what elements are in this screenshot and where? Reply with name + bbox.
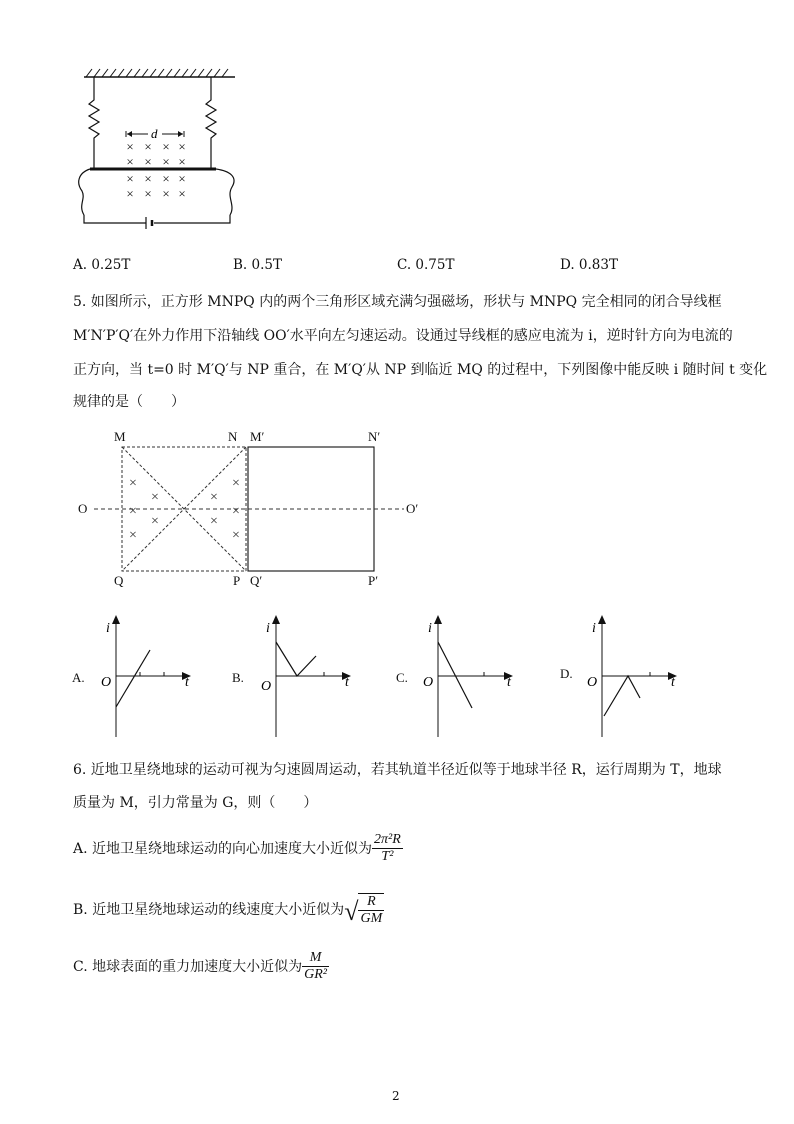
svg-text:×: × [210, 490, 218, 505]
label-P: P [233, 573, 241, 588]
graph-b-option: B. [232, 670, 244, 685]
label-O-prime: O′ [406, 501, 419, 516]
q6-option-c-denominator: GR² [304, 967, 327, 982]
svg-text:×: × [129, 528, 137, 543]
svg-text:×: × [232, 528, 240, 543]
q6-option-b-numerator: R [358, 894, 384, 911]
q6-option-c-numerator: M [302, 950, 329, 967]
label-N: N [228, 429, 238, 444]
q6-option-b-text: B. 近地卫星绕地球运动的线速度大小近似为 [73, 902, 345, 918]
svg-text:×: × [162, 154, 170, 169]
q5-line-2: M′N′P′Q′在外力作用下沿轴线 OO′水平向左匀速运动。设通过导线框的感应电流为 i，逆时针方向为电流的 [73, 328, 733, 344]
q6-option-a-denominator: T² [381, 849, 394, 864]
svg-text:×: × [178, 139, 186, 154]
label-P-prime: P′ [368, 573, 379, 588]
q4-option-b: B. 0.5T [233, 257, 282, 273]
svg-text:×: × [126, 139, 134, 154]
q5-graph-b [230, 612, 360, 742]
svg-text:×: × [144, 186, 152, 201]
q6-option-a-numerator: 2π²R [374, 832, 401, 847]
svg-text:×: × [178, 186, 186, 201]
svg-text:×: × [151, 514, 159, 529]
svg-text:×: × [144, 139, 152, 154]
q6-option-c [73, 950, 329, 983]
q4-label-d: d [151, 126, 158, 141]
svg-text:×: × [144, 154, 152, 169]
page-number: 2 [392, 1089, 400, 1103]
svg-text:×: × [232, 476, 240, 491]
label-O: O [78, 501, 88, 516]
q5-figure [70, 425, 440, 595]
q4-figure [70, 65, 250, 235]
sqrt-symbol: √ [344, 897, 359, 926]
q5-graph-a [70, 612, 200, 742]
svg-text:×: × [162, 139, 170, 154]
graph-c-O: O [423, 675, 434, 690]
graph-c-i: i [428, 621, 432, 636]
svg-text:×: × [151, 490, 159, 505]
q6-option-a-text: A. 近地卫星绕地球运动的向心加速度大小近似为 [73, 840, 373, 857]
label-N-prime: N′ [368, 429, 381, 444]
graph-d-i: i [592, 621, 596, 636]
svg-text:×: × [162, 171, 170, 186]
q5-line-3: 正方向，当 t=0 时 M′Q′与 NP 重合，在 M′Q′从 NP 到临近 MQ 的过程中，下列图像中能反映 i 随时间 t 变化 [73, 362, 768, 378]
q6-option-c-text: C. 地球表面的重力加速度大小近似为 [73, 958, 303, 975]
graph-b-O: O [261, 679, 272, 694]
svg-text:×: × [126, 171, 134, 186]
svg-text:×: × [162, 186, 170, 201]
label-Q: Q [114, 573, 124, 588]
q5-graph-d [556, 612, 686, 742]
q6-option-a [73, 832, 403, 865]
graph-b-i: i [266, 621, 270, 636]
q6-line-2: 质量为 M，引力常量为 G，则（ ） [73, 795, 318, 811]
svg-text:×: × [126, 186, 134, 201]
svg-text:×: × [178, 154, 186, 169]
graph-d-t: t [671, 675, 675, 690]
q5-line-1: 5. 如图所示，正方形 MNPQ 内的两个三角形区域充满匀强磁场，形状与 MNPQ 完全相同的闭合导线框 [73, 294, 722, 310]
graph-d-option: D. [560, 666, 573, 681]
q6-option-b-sqrt [344, 893, 384, 927]
svg-text:×: × [144, 171, 152, 186]
q6-line-1: 6. 近地卫星绕地球的运动可视为匀速圆周运动，若其轨道半径近似等于地球半径 R，运行周期为 T，地球 [73, 762, 722, 778]
svg-text:×: × [178, 171, 186, 186]
label-Q-prime: Q′ [250, 573, 263, 588]
q5-line-4: 规律的是（ ） [73, 394, 185, 410]
graph-a-t: t [185, 675, 189, 690]
svg-text:×: × [210, 514, 218, 529]
graph-a-O: O [101, 675, 112, 690]
label-M-prime: M′ [250, 429, 265, 444]
graph-d-O: O [587, 675, 598, 690]
graph-a-option: A. [72, 670, 85, 685]
q5-graph-c [392, 612, 522, 742]
svg-text:×: × [129, 504, 137, 519]
svg-text:×: × [232, 504, 240, 519]
q6-option-b-denominator: GM [360, 911, 383, 926]
svg-text:×: × [126, 154, 134, 169]
q6-option-c-fraction [302, 950, 329, 983]
q4-option-c: C. 0.75T [397, 257, 455, 273]
label-M: M [114, 429, 126, 444]
q4-option-a: A. 0.25T [73, 257, 131, 273]
q6-option-a-fraction [372, 832, 403, 865]
svg-text:×: × [129, 476, 137, 491]
q4-option-d: D. 0.83T [560, 257, 618, 273]
graph-c-t: t [507, 675, 511, 690]
graph-c-option: C. [396, 670, 408, 685]
graph-b-t: t [345, 675, 349, 690]
q6-option-b [73, 893, 384, 927]
graph-a-i: i [106, 621, 110, 636]
